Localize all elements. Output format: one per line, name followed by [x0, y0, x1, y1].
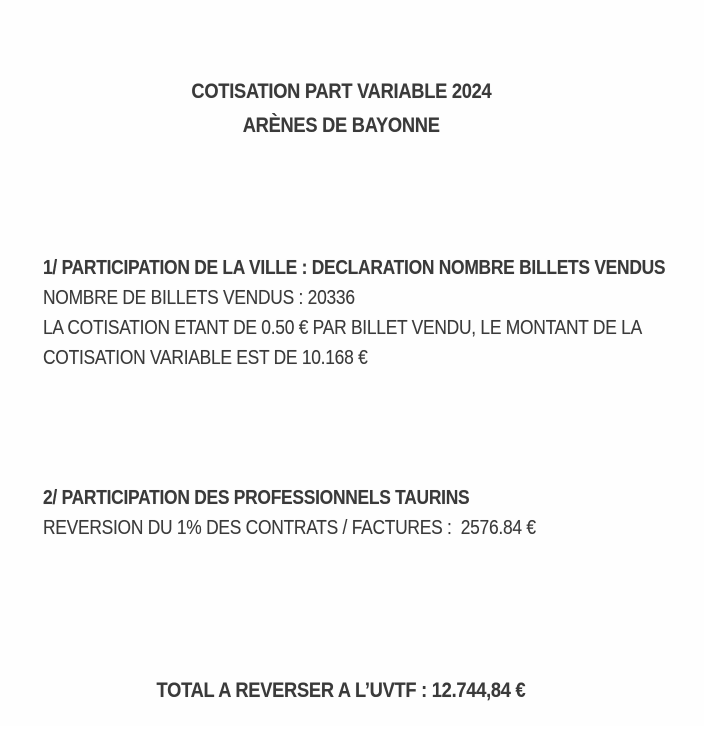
section-1-line-2-text: LA COTISATION ETANT DE 0.50 € PAR BILLET VENDU, LE MONTANT DE LA: [43, 317, 642, 339]
document-title-text: COTISATION PART VARIABLE 2024: [191, 80, 492, 103]
document-subtitle-text: ARÈNES DE BAYONNE: [242, 114, 440, 137]
total-line: [22, 652, 638, 730]
section-1-line-3: [22, 319, 638, 397]
section-2-line-1: [22, 489, 638, 567]
section-2-line-1-text: REVERSION DU 1% DES CONTRATS / FACTURES : 2576.84 €: [43, 517, 536, 539]
total-line-text: TOTAL A REVERSER A L’UVTF : 12.744,84 €: [156, 679, 526, 702]
document-subtitle: [22, 87, 638, 165]
section-1-line-1-text: NOMBRE DE BILLETS VENDUS : 20336: [43, 287, 355, 309]
section-1-heading-text: 1/ PARTICIPATION DE LA VILLE : DECLARATION NOMBRE BILLETS VENDUS: [43, 257, 666, 279]
section-2-heading-text: 2/ PARTICIPATION DES PROFESSIONNELS TAURINS: [43, 487, 470, 509]
section-1-line-3-text: COTISATION VARIABLE EST DE 10.168 €: [43, 347, 368, 369]
